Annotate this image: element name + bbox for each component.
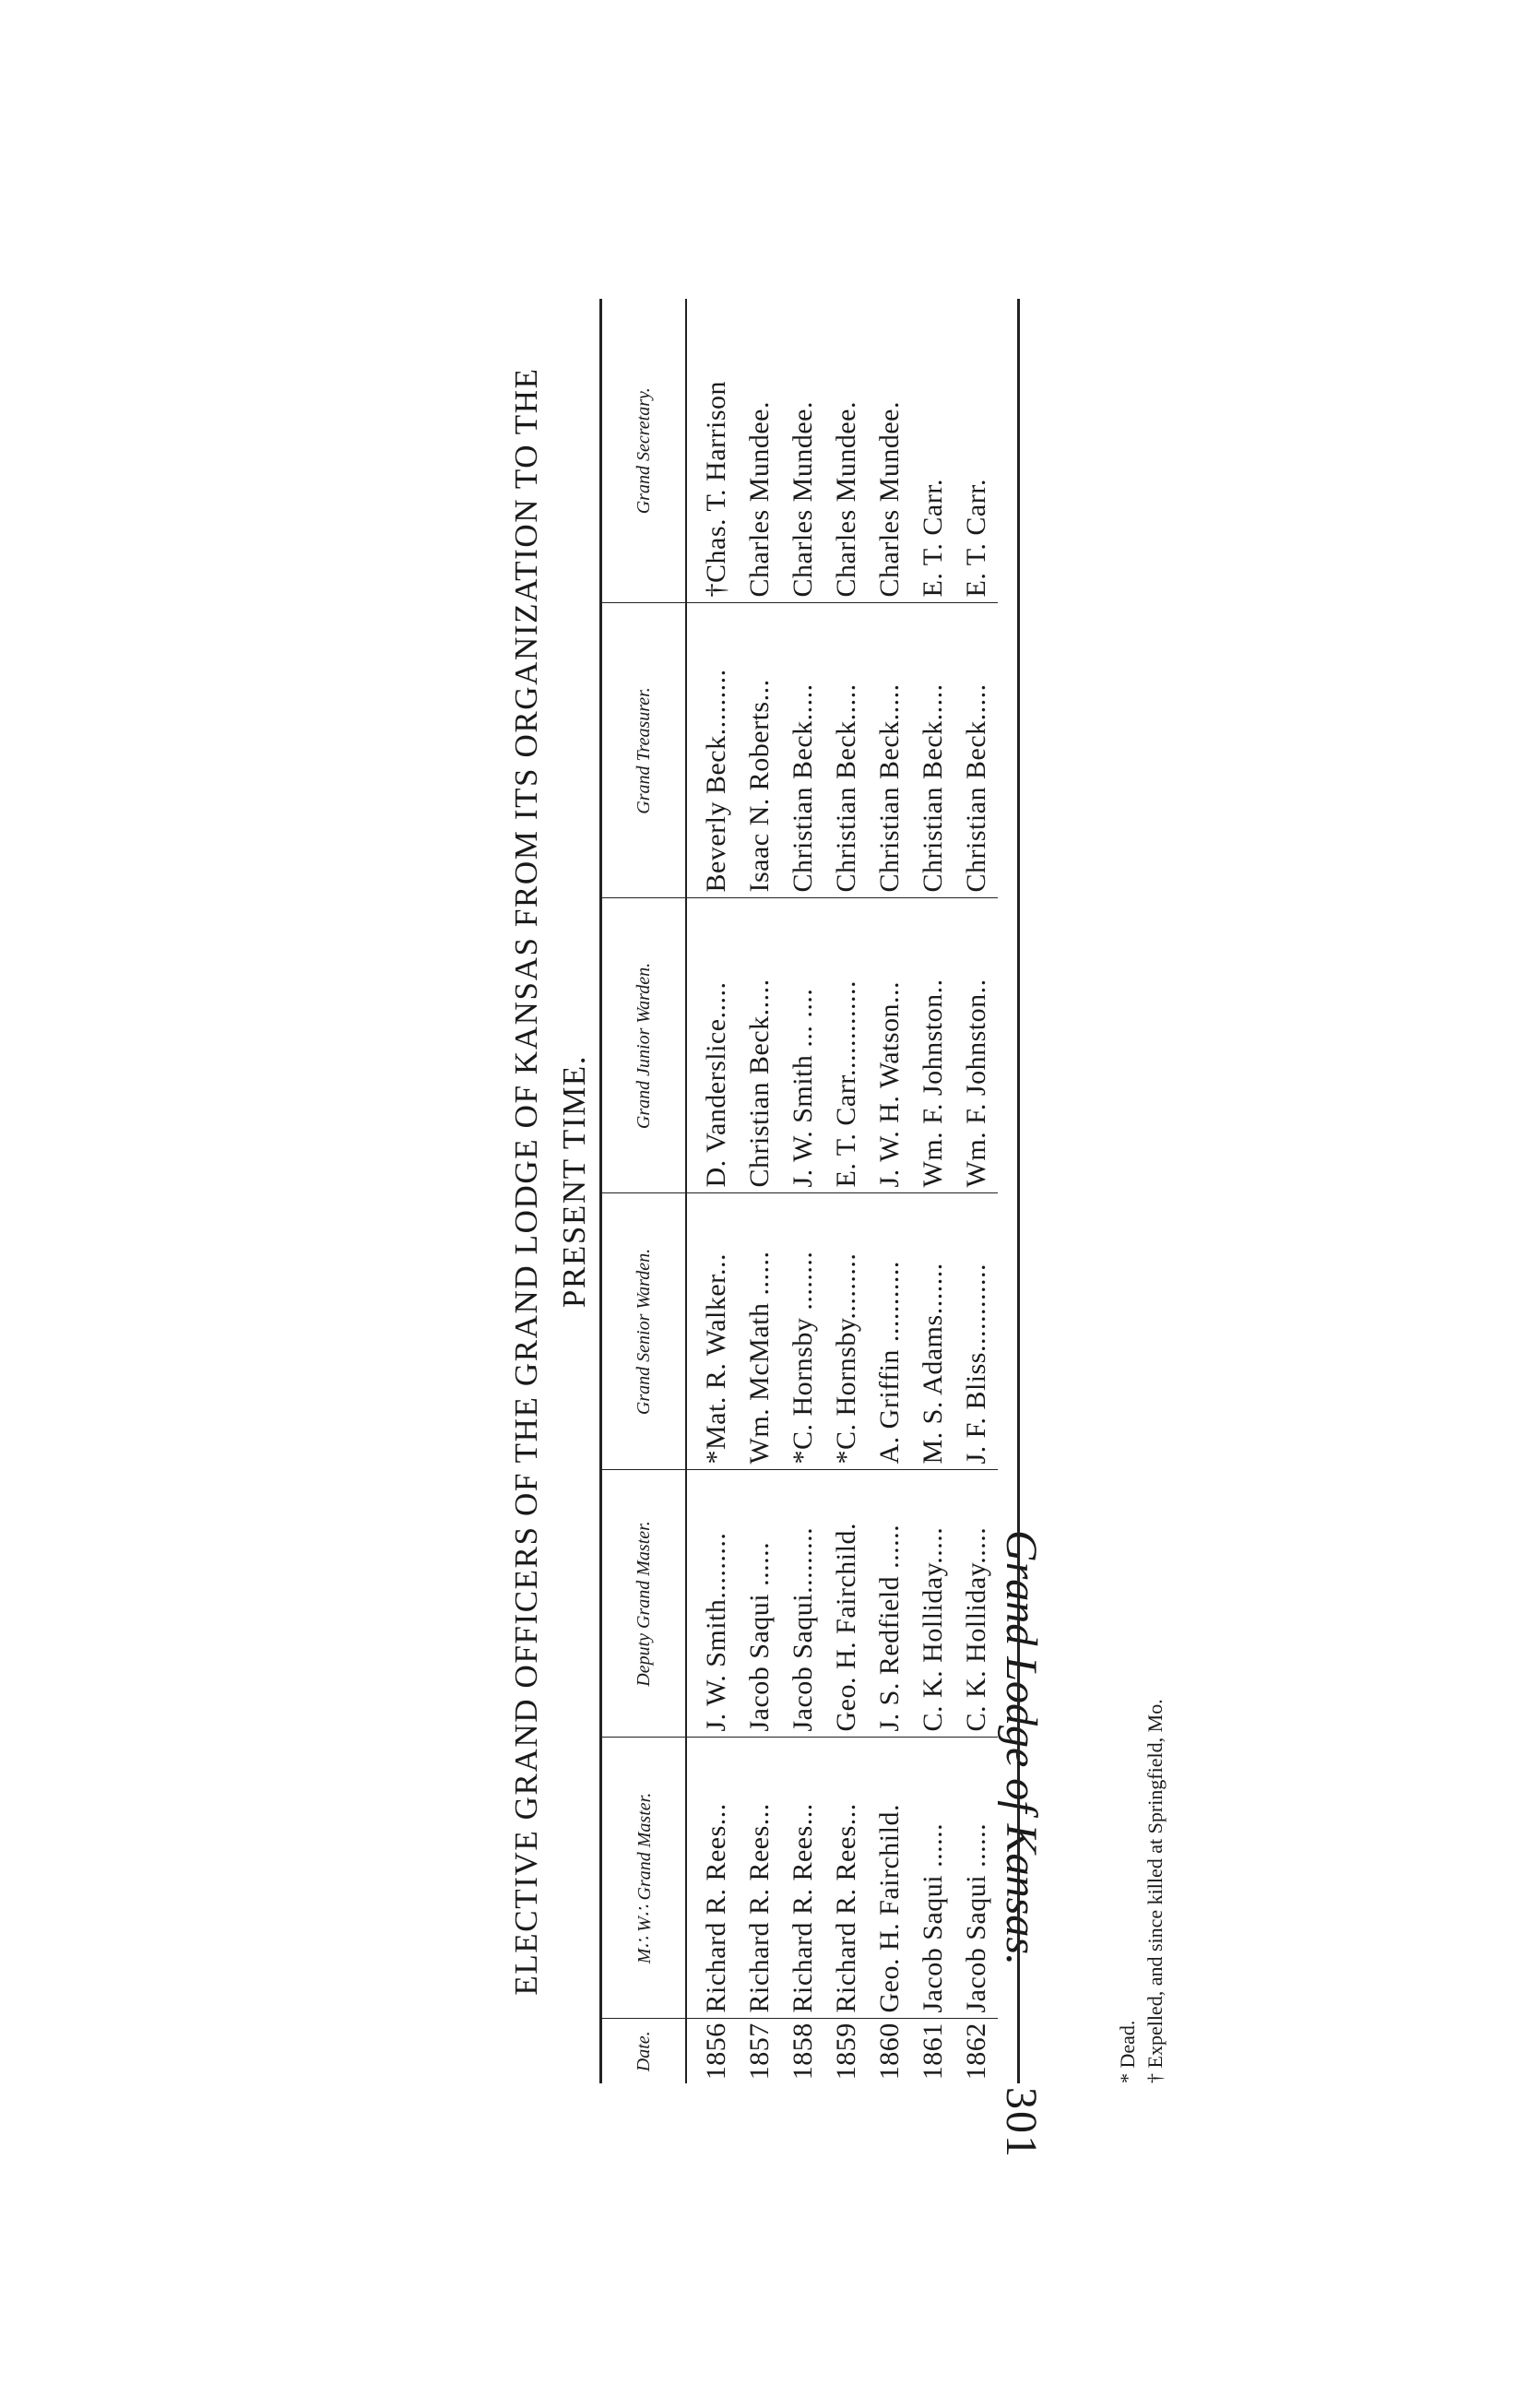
cell-grand-junior-warden: J. W. Smith ... .... bbox=[781, 898, 824, 1193]
cell-grand-senior-warden: J. F. Bliss............ bbox=[954, 1193, 998, 1470]
cell-deputy-grand-master: Geo. H. Fairchild. bbox=[824, 1470, 868, 1738]
footnote-dead: * Dead. bbox=[1116, 2020, 1139, 2083]
cell-deputy-grand-master: C. K. Holliday..... bbox=[954, 1470, 998, 1738]
cell-grand-treasurer: Isaac N. Roberts... bbox=[738, 603, 781, 898]
cell-grand-treasurer: Christian Beck..... bbox=[954, 603, 998, 898]
cell-grand-junior-warden: E. T. Carr............. bbox=[824, 898, 868, 1193]
footnotes bbox=[1114, 1699, 1169, 2083]
cell-grand-treasurer: Christian Beck..... bbox=[824, 603, 868, 898]
cell-grand-master: Geo. H. Fairchild. bbox=[868, 1738, 911, 2019]
cell-deputy-grand-master: Jacob Saqui......... bbox=[781, 1470, 824, 1738]
header-grand-junior-warden: Grand Junior Warden. bbox=[602, 898, 686, 1193]
cell-deputy-grand-master: J. S. Redfield ...... bbox=[868, 1470, 911, 1738]
cell-grand-junior-warden: J. W. H. Watson... bbox=[868, 898, 911, 1193]
table-row bbox=[954, 299, 998, 2083]
cell-grand-master: Jacob Saqui ...... bbox=[911, 1738, 954, 2019]
table-title-line-2: PRESENT TIME. bbox=[556, 1054, 592, 1309]
cell-deputy-grand-master: Jacob Saqui ...... bbox=[738, 1470, 781, 1738]
cell-grand-junior-warden: Wm. F. Johnston.. bbox=[911, 898, 954, 1193]
cell-grand-secretary: E. T. Carr. bbox=[960, 478, 991, 598]
cell-grand-secretary: Charles Mundee. bbox=[743, 401, 775, 598]
table-row bbox=[911, 299, 954, 2083]
table-row bbox=[686, 299, 738, 2083]
cell-date: 1856 bbox=[686, 2019, 738, 2083]
cell-grand-master: Jacob Saqui ...... bbox=[954, 1738, 998, 2019]
cell-date: 1858 bbox=[781, 2019, 824, 2083]
header-grand-secretary: Grand Secretary. bbox=[602, 299, 686, 603]
header-grand-master: M∴ W∴ Grand Master. bbox=[602, 1738, 686, 2019]
header-grand-senior-warden: Grand Senior Warden. bbox=[602, 1193, 686, 1470]
officers-table bbox=[602, 299, 998, 2083]
cell-grand-secretary: Charles Mundee. bbox=[787, 401, 818, 598]
cell-grand-junior-warden: D. Vanderslice..... bbox=[686, 898, 738, 1193]
cell-grand-junior-warden: Christian Beck..... bbox=[738, 898, 781, 1193]
cell-deputy-grand-master: C. K. Holliday..... bbox=[911, 1470, 954, 1738]
cell-grand-senior-warden: *C. Hornsby......... bbox=[824, 1193, 868, 1470]
cell-date: 1862 bbox=[954, 2019, 998, 2083]
table-row bbox=[738, 299, 781, 2083]
cell-grand-senior-warden: M. S. Adams....... bbox=[911, 1193, 954, 1470]
officers-table-container bbox=[599, 299, 1020, 2083]
cell-deputy-grand-master: J. W. Smith......... bbox=[686, 1470, 738, 1738]
header-date: Date. bbox=[602, 2019, 686, 2083]
cell-grand-treasurer: Christian Beck..... bbox=[868, 603, 911, 898]
cell-grand-master: Richard R. Rees... bbox=[781, 1738, 824, 2019]
running-title: Grand Lodge of Kansas. bbox=[997, 1529, 1046, 1965]
cell-date: 1857 bbox=[738, 2019, 781, 2083]
table-row bbox=[824, 299, 868, 2083]
table-header-row bbox=[602, 299, 686, 2083]
table-title bbox=[503, 305, 598, 2058]
cell-grand-secretary: †Chas. T. Harrison bbox=[700, 380, 731, 598]
cell-grand-senior-warden: Wm. McMath ...... bbox=[738, 1193, 781, 1470]
table-title-line-1: ELECTIVE GRAND OFFICERS OF THE GRAND LODGE OF KANSAS FROM ITS ORGANIZATION TO THE bbox=[508, 367, 544, 1996]
cell-grand-secretary: Charles Mundee. bbox=[830, 401, 861, 598]
cell-grand-secretary: Charles Mundee. bbox=[873, 401, 905, 598]
cell-grand-master: Richard R. Rees... bbox=[738, 1738, 781, 2019]
cell-grand-senior-warden: *C. Hornsby ........ bbox=[781, 1193, 824, 1470]
footnote-expelled: † Expelled, and since killed at Springfield, Mo. bbox=[1143, 1699, 1167, 2083]
header-deputy-grand-master: Deputy Grand Master. bbox=[602, 1470, 686, 1738]
cell-grand-senior-warden: A. Griffin ........... bbox=[868, 1193, 911, 1470]
cell-grand-senior-warden: *Mat. R. Walker... bbox=[686, 1193, 738, 1470]
cell-grand-junior-warden: Wm. F. Johnston.. bbox=[954, 898, 998, 1193]
cell-grand-treasurer: Christian Beck..... bbox=[911, 603, 954, 898]
page-number: 301 bbox=[997, 2087, 1046, 2159]
cell-grand-secretary: E. T. Carr. bbox=[917, 478, 948, 598]
table-row bbox=[868, 299, 911, 2083]
cell-grand-treasurer: Beverly Beck......... bbox=[686, 603, 738, 898]
cell-date: 1860 bbox=[868, 2019, 911, 2083]
cell-grand-treasurer: Christian Beck..... bbox=[781, 603, 824, 898]
cell-date: 1859 bbox=[824, 2019, 868, 2083]
header-grand-treasurer: Grand Treasurer. bbox=[602, 603, 686, 898]
cell-date: 1861 bbox=[911, 2019, 954, 2083]
table-row bbox=[781, 299, 824, 2083]
cell-grand-master: Richard R. Rees... bbox=[824, 1738, 868, 2019]
cell-grand-master: Richard R. Rees... bbox=[686, 1738, 738, 2019]
